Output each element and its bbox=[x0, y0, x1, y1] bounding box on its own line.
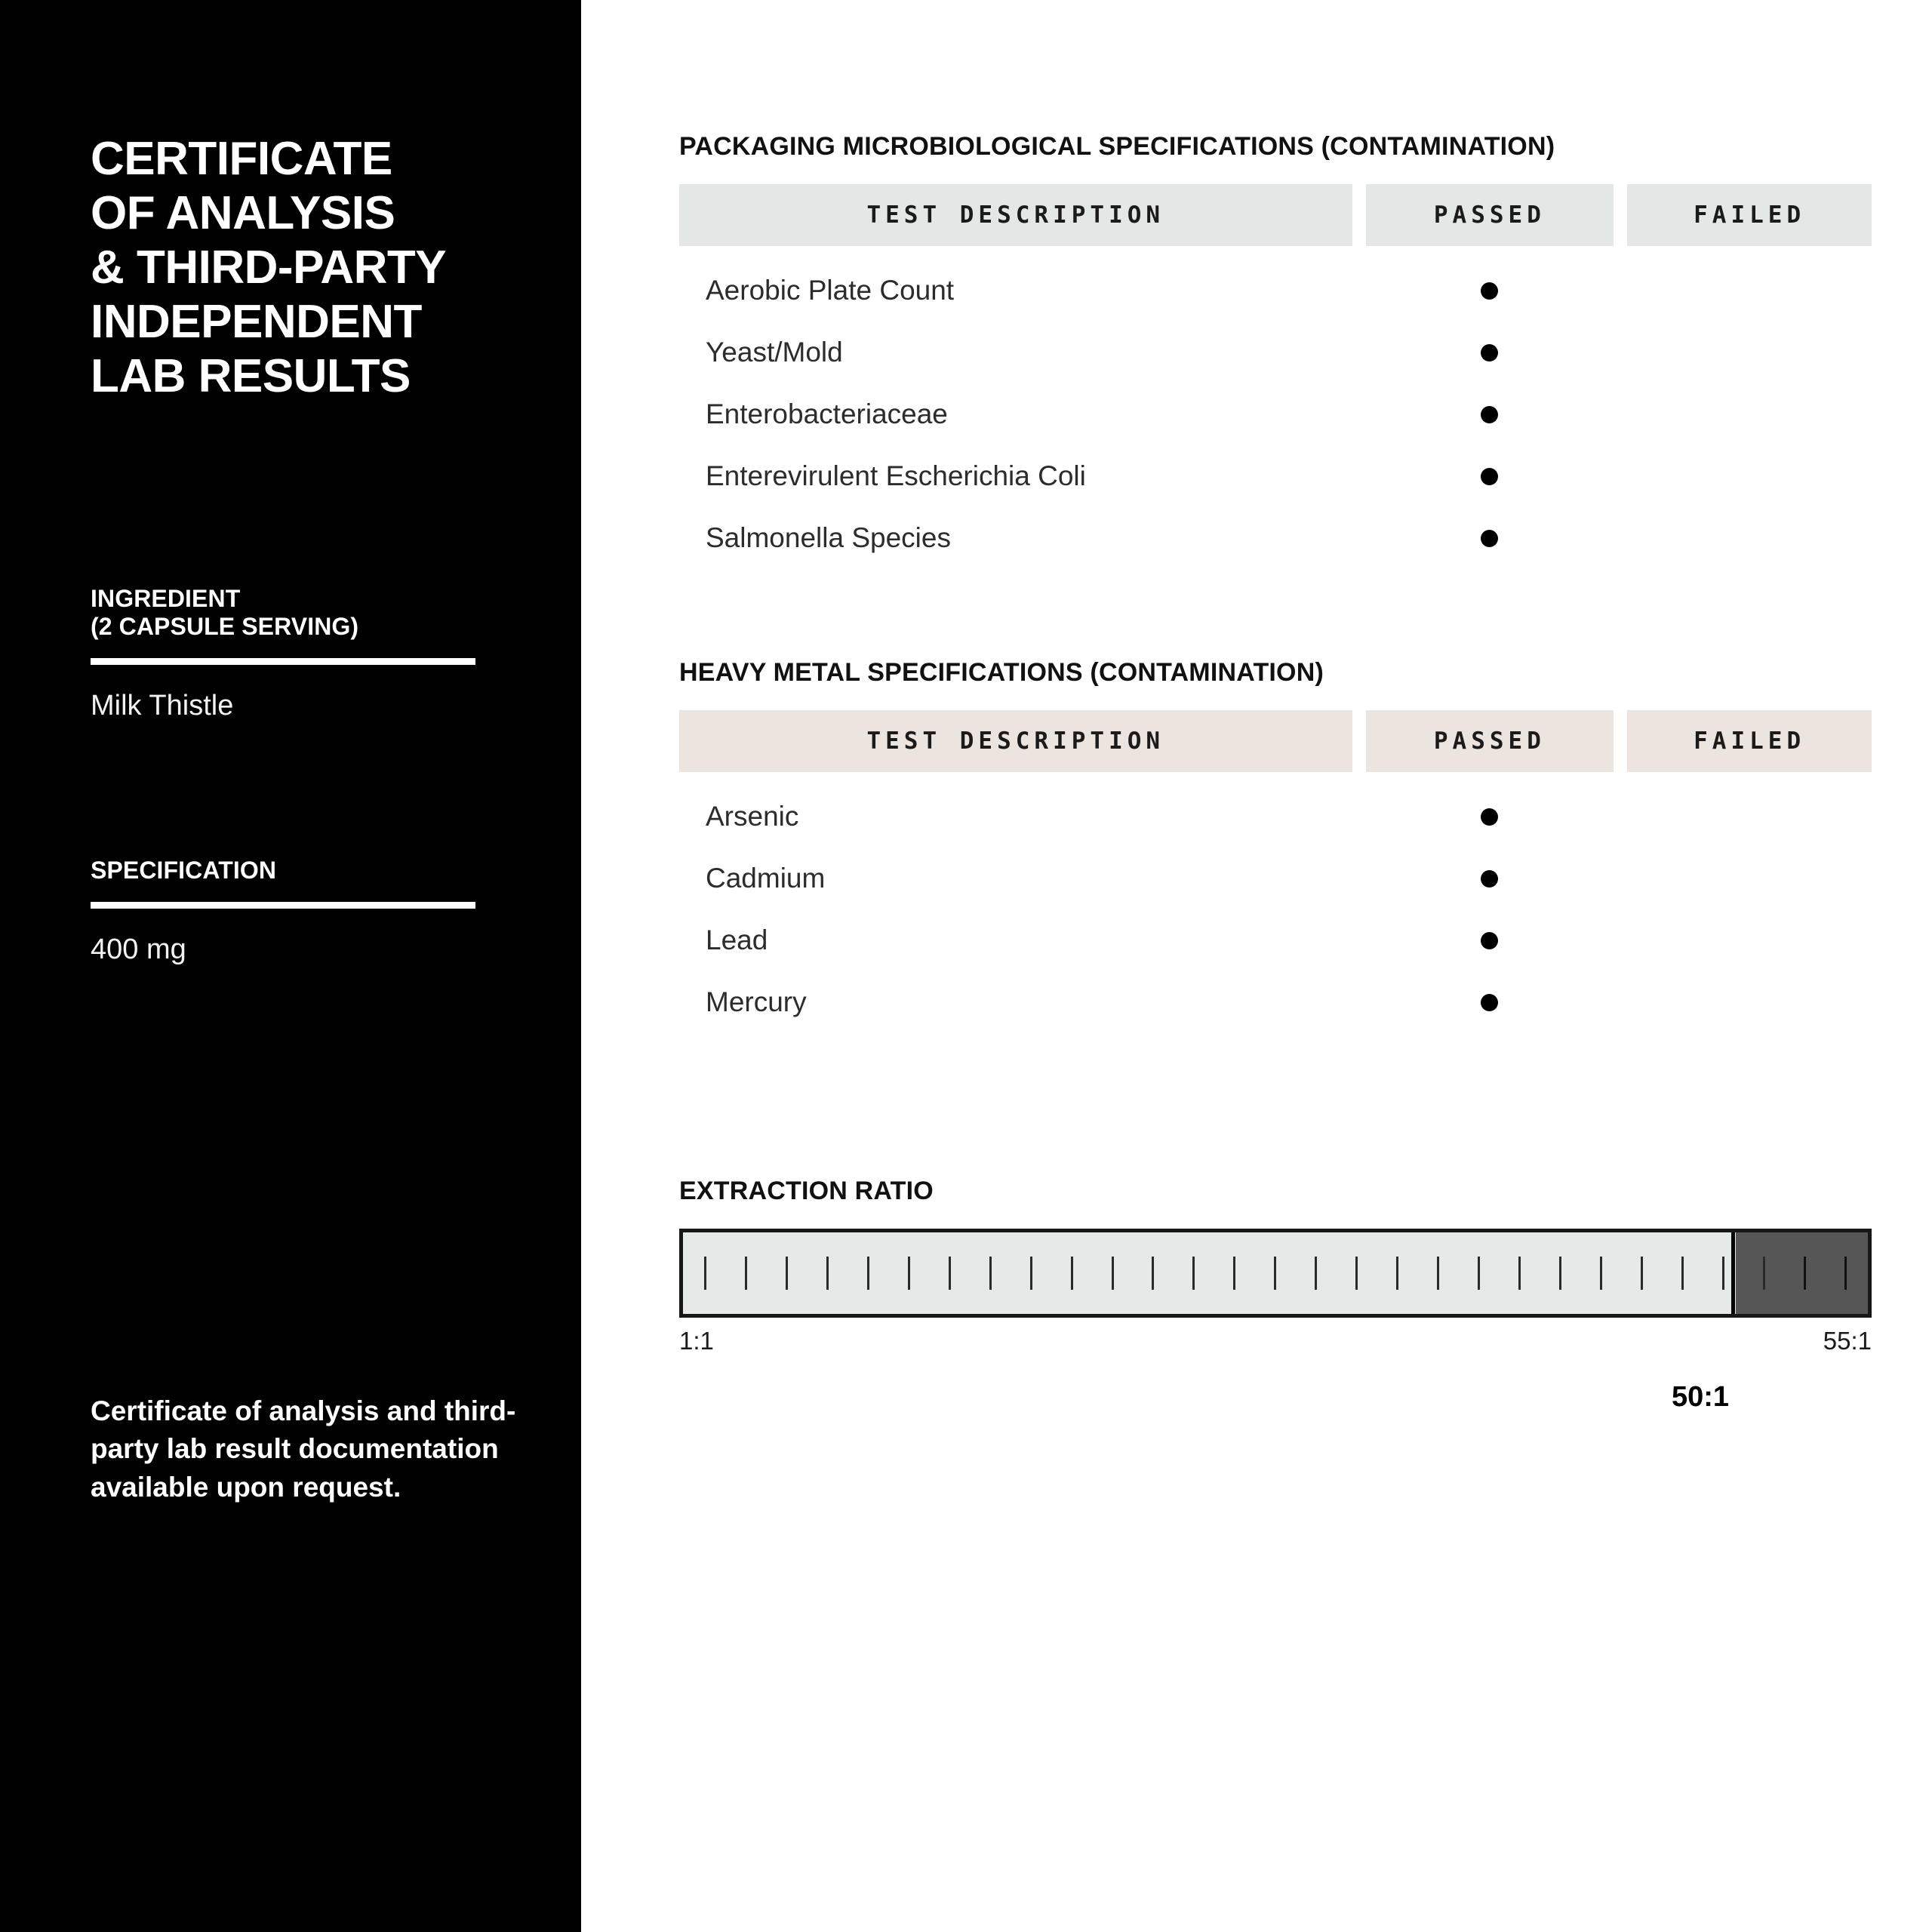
ratio-tick-marks bbox=[683, 1232, 1868, 1314]
passed-cell bbox=[1366, 344, 1614, 361]
ratio-marker-label: 50:1 bbox=[1672, 1381, 1730, 1413]
passed-dot-icon bbox=[1481, 530, 1498, 547]
ratio-tick bbox=[867, 1257, 869, 1290]
ratio-tick bbox=[704, 1257, 706, 1290]
table-row bbox=[679, 971, 1872, 1033]
ingredient-label bbox=[91, 585, 491, 642]
failed-cell bbox=[1627, 282, 1872, 300]
ratio-tick bbox=[1722, 1257, 1724, 1290]
ingredient-label-line-2: (2 CAPSULE SERVING) bbox=[91, 613, 359, 641]
ratio-axis-labels bbox=[679, 1327, 1872, 1413]
failed-cell bbox=[1627, 344, 1872, 361]
test-name: Mercury bbox=[706, 986, 807, 1017]
ratio-tick bbox=[1030, 1257, 1032, 1290]
test-name: Enterobacteriaceae bbox=[706, 398, 948, 429]
page-title-line-4: INDEPENDENT bbox=[91, 295, 422, 348]
failed-cell bbox=[1627, 530, 1872, 547]
ratio-tick bbox=[1355, 1257, 1358, 1290]
page-title-line-3: & THIRD-PARTY bbox=[91, 241, 447, 294]
passed-cell bbox=[1366, 406, 1614, 423]
table-row bbox=[679, 321, 1872, 383]
table-row bbox=[679, 507, 1872, 569]
table-row bbox=[679, 383, 1872, 445]
table-row bbox=[679, 260, 1872, 321]
heavy-metal-rows bbox=[679, 786, 1872, 1033]
ratio-tick bbox=[1112, 1257, 1114, 1290]
passed-dot-icon bbox=[1481, 994, 1498, 1011]
ratio-tick bbox=[1396, 1257, 1398, 1290]
passed-dot-icon bbox=[1481, 870, 1498, 888]
ratio-max-label: 55:1 bbox=[1823, 1327, 1872, 1355]
ratio-tick bbox=[1681, 1257, 1684, 1290]
column-header-passed: PASSED bbox=[1366, 184, 1614, 246]
ratio-tick bbox=[1233, 1257, 1235, 1290]
microbiological-section bbox=[679, 132, 1872, 569]
page-title-line-2: OF ANALYSIS bbox=[91, 186, 395, 239]
table-row bbox=[679, 786, 1872, 848]
passed-cell bbox=[1366, 282, 1614, 300]
ratio-tick bbox=[949, 1257, 951, 1290]
ratio-bar-track bbox=[679, 1229, 1872, 1318]
microbiological-rows bbox=[679, 260, 1872, 569]
ingredient-divider bbox=[91, 658, 475, 665]
ratio-tick bbox=[1437, 1257, 1439, 1290]
failed-cell bbox=[1627, 932, 1872, 949]
passed-cell bbox=[1366, 530, 1614, 547]
microbiological-table bbox=[679, 184, 1872, 569]
failed-cell bbox=[1627, 870, 1872, 888]
ratio-tick bbox=[908, 1257, 910, 1290]
specification-divider bbox=[91, 902, 475, 909]
ratio-tick bbox=[1478, 1257, 1480, 1290]
results-panel bbox=[581, 0, 1932, 1932]
ratio-marker-line bbox=[1731, 1232, 1735, 1318]
column-header-failed: FAILED bbox=[1627, 184, 1872, 246]
table-header-row bbox=[679, 710, 1872, 772]
footnote-text: Certificate of analysis and third-party lab result documentation available upon request. bbox=[91, 1395, 516, 1503]
left-info-panel bbox=[0, 0, 581, 1932]
table-row bbox=[679, 848, 1872, 909]
passed-dot-icon bbox=[1481, 808, 1498, 826]
ratio-tick bbox=[1152, 1257, 1154, 1290]
ratio-tick bbox=[1844, 1257, 1847, 1290]
page-title bbox=[91, 132, 491, 404]
table-header-row bbox=[679, 184, 1872, 246]
page-title-line-5: LAB RESULTS bbox=[91, 349, 411, 402]
heavy-metal-section bbox=[679, 658, 1872, 1033]
test-name: Salmonella Species bbox=[706, 522, 951, 553]
column-header-passed: PASSED bbox=[1366, 710, 1614, 772]
passed-cell bbox=[1366, 994, 1614, 1011]
extraction-ratio-section bbox=[679, 1177, 1872, 1413]
ingredient-label-line-1: INGREDIENT bbox=[91, 584, 241, 612]
ratio-tick bbox=[786, 1257, 788, 1290]
column-header-test-description: TEST DESCRIPTION bbox=[679, 184, 1352, 246]
failed-cell bbox=[1627, 808, 1872, 826]
ratio-tick bbox=[1192, 1257, 1195, 1290]
ratio-tick bbox=[1641, 1257, 1643, 1290]
ratio-tick bbox=[1559, 1257, 1561, 1290]
specification-value: 400 mg bbox=[91, 934, 186, 966]
ratio-tick bbox=[1804, 1257, 1806, 1290]
ratio-tick bbox=[1274, 1257, 1276, 1290]
ratio-tick bbox=[1315, 1257, 1317, 1290]
passed-dot-icon bbox=[1481, 344, 1498, 361]
ratio-min-label: 1:1 bbox=[679, 1327, 714, 1355]
passed-cell bbox=[1366, 932, 1614, 949]
passed-dot-icon bbox=[1481, 282, 1498, 300]
heavy-metal-section-title: HEAVY METAL SPECIFICATIONS (CONTAMINATION) bbox=[679, 658, 1324, 687]
test-name: Cadmium bbox=[706, 863, 826, 894]
test-name: Enterevirulent Escherichia Coli bbox=[706, 460, 1086, 491]
ratio-tick bbox=[1600, 1257, 1602, 1290]
ratio-tick bbox=[1518, 1257, 1521, 1290]
ingredient-value: Milk Thistle bbox=[91, 690, 234, 722]
test-name: Arsenic bbox=[706, 801, 799, 832]
ratio-tick bbox=[745, 1257, 747, 1290]
table-row bbox=[679, 445, 1872, 507]
ratio-tick bbox=[1071, 1257, 1073, 1290]
ratio-tick bbox=[1763, 1257, 1765, 1290]
specification-label: SPECIFICATION bbox=[91, 857, 277, 884]
failed-cell bbox=[1627, 468, 1872, 485]
passed-dot-icon bbox=[1481, 406, 1498, 423]
ratio-tick bbox=[826, 1257, 829, 1290]
test-name: Lead bbox=[706, 924, 768, 955]
extraction-ratio-title: EXTRACTION RATIO bbox=[679, 1177, 934, 1205]
extraction-ratio-gauge bbox=[679, 1229, 1872, 1413]
failed-cell bbox=[1627, 994, 1872, 1011]
column-header-failed: FAILED bbox=[1627, 710, 1872, 772]
failed-cell bbox=[1627, 406, 1872, 423]
ingredient-block bbox=[91, 585, 491, 725]
heavy-metal-table bbox=[679, 710, 1872, 1033]
page-title-line-1: CERTIFICATE bbox=[91, 133, 392, 185]
ratio-tick bbox=[989, 1257, 992, 1290]
passed-cell bbox=[1366, 808, 1614, 826]
test-name: Aerobic Plate Count bbox=[706, 275, 955, 306]
passed-dot-icon bbox=[1481, 468, 1498, 485]
test-name: Yeast/Mold bbox=[706, 337, 843, 368]
table-row bbox=[679, 909, 1872, 971]
passed-cell bbox=[1366, 870, 1614, 888]
specification-block bbox=[91, 857, 491, 968]
column-header-test-description: TEST DESCRIPTION bbox=[679, 710, 1352, 772]
passed-cell bbox=[1366, 468, 1614, 485]
passed-dot-icon bbox=[1481, 932, 1498, 949]
microbiological-section-title: PACKAGING MICROBIOLOGICAL SPECIFICATIONS (CONTAMINATION) bbox=[679, 132, 1555, 161]
